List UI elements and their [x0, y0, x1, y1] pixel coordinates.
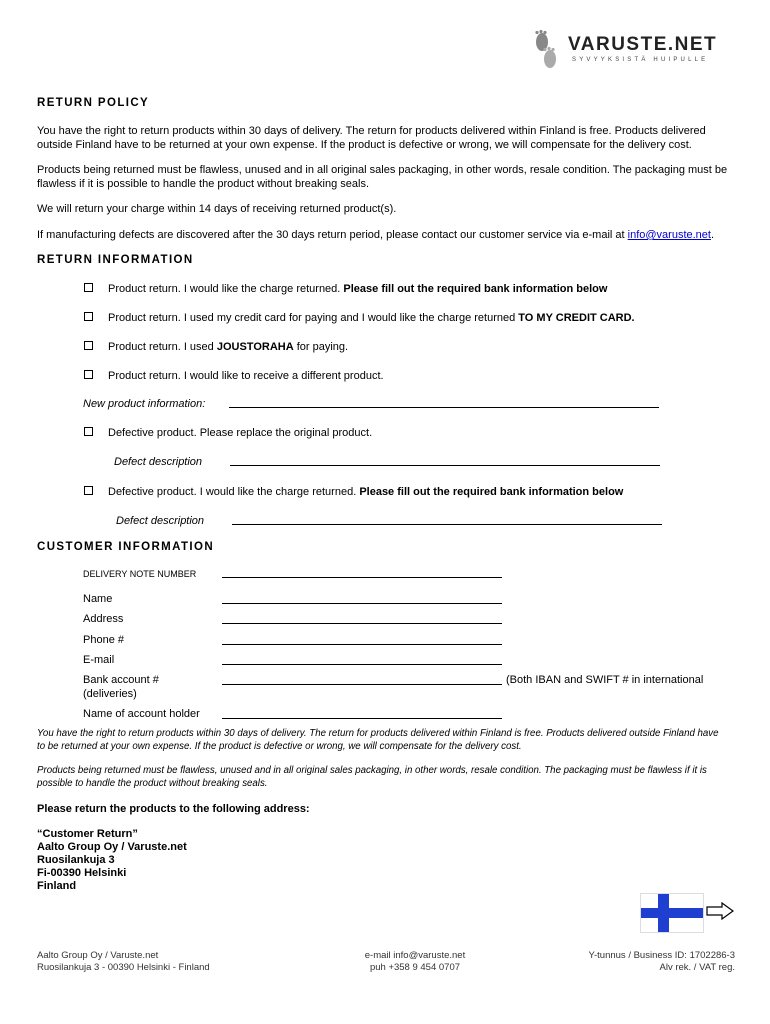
checkbox-exchange[interactable] [84, 370, 93, 379]
note-p1-line2: to be returned at your own expense. If the product is defective or wrong, we will compensate for the delivery cost. [37, 741, 522, 752]
bank-account-label-line1: Bank account # [83, 674, 159, 686]
policy-paragraph-2 [37, 163, 747, 191]
option-refund-label [108, 282, 607, 296]
footer-middle [340, 950, 490, 974]
footer-right [540, 950, 735, 974]
checkbox-defective-replace[interactable] [84, 427, 93, 436]
defect-description-label-1: Defect description [114, 456, 203, 468]
option-joustoraha-text: Product return. I used [108, 341, 217, 353]
policy-paragraph-3: We will return your charge within 14 days of receiving returned product(s). [37, 203, 397, 215]
footprints-icon [528, 30, 564, 72]
address-label: Address [83, 613, 124, 625]
account-holder-label: Name of account holder [83, 708, 200, 720]
option-credit-card-label [108, 311, 635, 325]
policy-p4-suffix: . [710, 229, 715, 241]
address-line-1: “Customer Return” [37, 828, 138, 840]
address-field[interactable] [222, 623, 502, 624]
policy-p1-line1: You have the right to return products within 30 days of delivery. The return for products delivered within Finland is free. Products delivered [37, 125, 706, 137]
new-product-label: New product information: [83, 398, 206, 410]
name-label: Name [83, 593, 113, 605]
new-product-field[interactable] [229, 407, 659, 408]
logo [528, 30, 738, 74]
option-exchange-label: Product return. I would like to receive a different product. [108, 370, 384, 382]
email-field[interactable] [222, 664, 502, 665]
policy-p2-line1: Products being returned must be flawless, unused and in all original sales packaging, in other words, resale condition. The packaging must be [37, 164, 728, 176]
policy-paragraph-4 [37, 228, 757, 242]
return-information-heading: RETURN INFORMATION [37, 254, 194, 266]
option-defective-refund-bold: Please fill out the required bank information below [359, 486, 624, 498]
phone-field[interactable] [222, 644, 502, 645]
note-p2-line1: Products being returned must be flawless, unused and in all original sales packaging, in other words, resale condition. The packaging must be flawless if it is [37, 765, 707, 776]
policy-p4-text: If manufacturing defects are discovered after the 30 days return period, please contact our customer service via e-mail at [37, 229, 628, 241]
checkbox-joustoraha[interactable] [84, 341, 93, 350]
option-defective-replace-label: Defective product. Please replace the original product. [108, 427, 373, 439]
footer-company: Aalto Group Oy / Varuste.net [37, 950, 159, 961]
note-p2-line2: possible to handle the product without breaking seals. [37, 778, 268, 789]
checkbox-defective-refund[interactable] [84, 486, 93, 495]
option-defective-refund-label [108, 485, 623, 499]
footer-vat: Alv rek. / VAT reg. [659, 962, 735, 973]
note-paragraph-1 [37, 727, 757, 753]
bank-account-note: (Both IBAN and SWIFT # in international [506, 674, 704, 686]
option-credit-card-text: Product return. I used my credit card for paying and I would like the charge returned [108, 312, 519, 324]
defect-description-field-1[interactable] [230, 465, 660, 466]
policy-paragraph-1 [37, 124, 747, 152]
name-field[interactable] [222, 603, 502, 604]
support-email-link[interactable]: info@varuste.net [627, 229, 711, 241]
option-refund-bold: Please fill out the required bank information below [343, 283, 608, 295]
option-joustoraha-suffix: for paying. [293, 341, 349, 353]
account-holder-field[interactable] [222, 718, 502, 719]
phone-label: Phone # [83, 634, 124, 646]
option-credit-card-bold: TO MY CREDIT CARD. [518, 312, 635, 324]
arrow-right-icon [706, 902, 734, 920]
customer-information-heading: CUSTOMER INFORMATION [37, 541, 215, 553]
logo-tagline: SYVYYKSISTÄ HUIPULLE [572, 57, 709, 63]
policy-p1-line2: outside Finland have to be returned at your own expense. If the product is defective or wrong, we will compensate for the delivery cost. [37, 139, 692, 151]
footer-phone: puh +358 9 454 0707 [369, 962, 461, 973]
finland-flag-icon [640, 893, 704, 933]
return-address-block [37, 828, 187, 893]
checkbox-refund[interactable] [84, 283, 93, 292]
note-paragraph-2 [37, 764, 757, 790]
option-joustoraha-bold: JOUSTORAHA [216, 341, 294, 353]
delivery-note-label: DELIVERY NOTE NUMBER [83, 569, 197, 579]
option-joustoraha-label [108, 340, 348, 354]
policy-p2-line2: flawless if it is possible to handle the product without breaking seals. [37, 178, 370, 190]
address-line-4: Fi-00390 Helsinki [37, 867, 127, 879]
return-policy-heading: RETURN POLICY [37, 97, 150, 109]
footer-business-id: Y-tunnus / Business ID: 1702286-3 [588, 950, 735, 961]
note-p1-line1: You have the right to return products within 30 days of delivery. The return for products delivered within Finland is free. Products delivered outside Finland have [37, 728, 719, 739]
footer-address: Ruosilankuja 3 - 00390 Helsinki - Finland [37, 962, 210, 973]
bank-account-label [83, 673, 159, 701]
bank-account-field[interactable] [222, 684, 502, 685]
delivery-note-field[interactable] [222, 577, 502, 578]
address-line-3: Ruosilankuja 3 [37, 854, 115, 866]
defect-description-label-2: Defect description [116, 515, 205, 527]
logo-name: VARUSTE.NET [568, 34, 718, 55]
footer-left [37, 950, 210, 974]
address-line-2: Aalto Group Oy / Varuste.net [37, 841, 187, 853]
email-label: E-mail [83, 654, 115, 666]
address-line-5: Finland [37, 880, 77, 892]
defect-description-field-2[interactable] [232, 524, 662, 525]
option-refund-text: Product return. I would like the charge returned. [108, 283, 344, 295]
checkbox-credit-card[interactable] [84, 312, 93, 321]
footer-email: e-mail info@varuste.net [364, 950, 466, 961]
option-defective-refund-text: Defective product. I would like the charge returned. [108, 486, 360, 498]
return-address-heading: Please return the products to the following address: [37, 803, 310, 815]
bank-account-label-line2: (deliveries) [83, 688, 137, 700]
